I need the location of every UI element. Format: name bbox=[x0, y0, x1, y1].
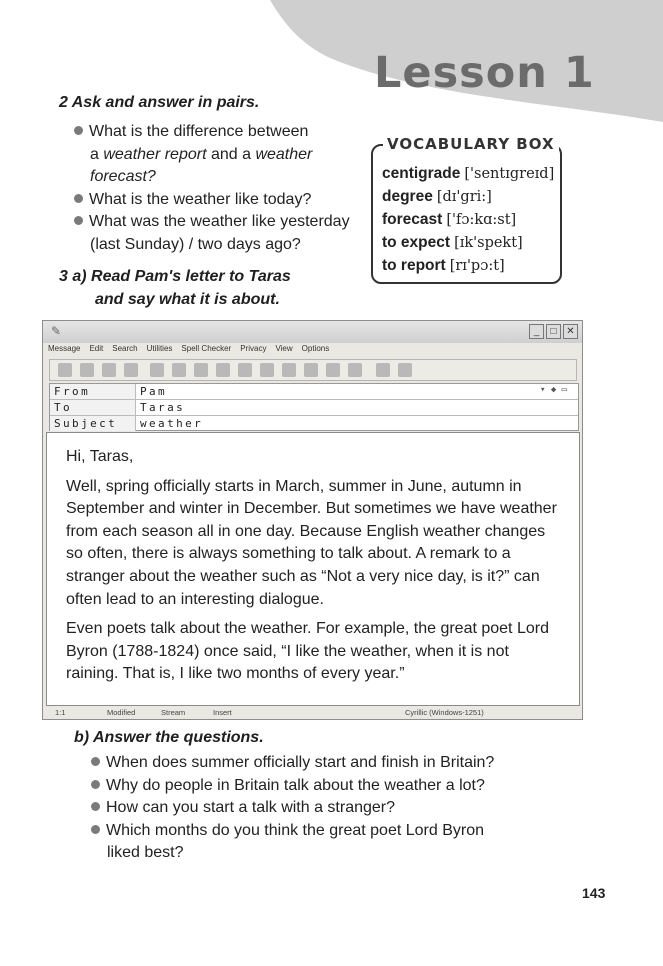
bullet-icon bbox=[74, 194, 83, 203]
tool-icon[interactable] bbox=[304, 363, 318, 377]
vocabulary-box-title: VOCABULARY BOX bbox=[383, 135, 559, 153]
lesson-title: Lesson 1 bbox=[374, 48, 595, 98]
list-item-cont: liked best? bbox=[107, 844, 184, 861]
list-item: What is the weather like today? bbox=[74, 189, 350, 212]
app-icon: ✎ bbox=[51, 324, 62, 338]
menu-search[interactable]: Search bbox=[112, 344, 138, 353]
status-bar bbox=[43, 707, 582, 719]
to-field[interactable]: Taras bbox=[140, 401, 186, 414]
bullet-icon bbox=[91, 802, 100, 811]
menu-bar bbox=[43, 344, 582, 358]
tool-icon[interactable] bbox=[58, 363, 72, 377]
subject-label: Subject bbox=[50, 416, 136, 431]
vocab-entry: to expect [ɪk'spekt] bbox=[382, 234, 523, 251]
tool-icon[interactable] bbox=[80, 363, 94, 377]
close-button[interactable]: ✕ bbox=[563, 324, 578, 339]
tool-icon[interactable] bbox=[194, 363, 208, 377]
from-label: From bbox=[50, 384, 136, 399]
task-3b-list bbox=[91, 752, 494, 865]
subject-field[interactable]: weather bbox=[140, 417, 204, 430]
status-stream: Stream bbox=[161, 708, 186, 717]
tool-icon[interactable] bbox=[238, 363, 252, 377]
list-item: Which months do you think the great poet Lord Byron bbox=[91, 820, 494, 843]
list-item: What was the weather like yesterday bbox=[74, 211, 350, 234]
tool-icon[interactable] bbox=[124, 363, 138, 377]
menu-utilities[interactable]: Utilities bbox=[146, 344, 173, 353]
to-row bbox=[50, 400, 578, 416]
menu-edit[interactable]: Edit bbox=[89, 344, 104, 353]
list-item-cont: a weather report and a weather bbox=[90, 145, 313, 163]
subject-row bbox=[50, 416, 578, 432]
vocab-entry: forecast ['fɔ:kɑ:st] bbox=[382, 211, 517, 228]
tool-icon[interactable] bbox=[150, 363, 164, 377]
from-row bbox=[50, 384, 578, 400]
list-item-cont: forecast? bbox=[90, 168, 156, 185]
task-2-heading: 2 Ask and answer in pairs. bbox=[59, 94, 260, 111]
bullet-icon bbox=[91, 825, 100, 834]
tool-icon[interactable] bbox=[348, 363, 362, 377]
list-item: How can you start a talk with a stranger? bbox=[91, 797, 494, 820]
letter-paragraph-1: Well, spring officially starts in March, summer in June, autumn in September and winter in December. But sometimes we have weather from each season all in one day. Because English weather changes so often, there is always something to talk about. A remark to a stranger about the weather such as “Not a very nice day, is it?” can often lead to an interesting dialogue. bbox=[66, 477, 557, 608]
task-3a-line1: 3 a) Read Pam's letter to Taras bbox=[59, 268, 291, 285]
list-item-cont: (last Sunday) / two days ago? bbox=[90, 235, 301, 253]
vocab-entry: to report [rɪ'pɔ:t] bbox=[382, 257, 505, 274]
menu-options[interactable]: Options bbox=[301, 344, 330, 353]
tool-icon[interactable] bbox=[326, 363, 340, 377]
letter-paragraph-2: Even poets talk about the weather. For example, the great poet Lord Byron (1788-1824) once said, “I like the weather, when it is not raining. That is, I like two months of every year.” bbox=[66, 620, 549, 683]
email-window bbox=[42, 320, 583, 720]
tool-icon[interactable] bbox=[102, 363, 116, 377]
list-item: What is the difference between bbox=[74, 121, 350, 144]
task-3b-heading: b) Answer the questions. bbox=[74, 729, 264, 746]
menu-spell-checker[interactable]: Spell Checker bbox=[181, 344, 232, 353]
message-header-fields bbox=[49, 383, 579, 431]
menu-privacy[interactable]: Privacy bbox=[240, 344, 267, 353]
message-body[interactable] bbox=[46, 432, 580, 706]
tool-icon[interactable] bbox=[376, 363, 390, 377]
menu-message[interactable]: Message bbox=[48, 344, 81, 353]
vocabulary-box bbox=[371, 144, 562, 284]
vocab-entry: centigrade ['sentɪgreɪd] bbox=[382, 165, 555, 182]
status-position: 1:1 bbox=[55, 708, 66, 717]
vocab-entry: degree [dɪ'gri:] bbox=[382, 188, 492, 205]
tool-icon[interactable] bbox=[398, 363, 412, 377]
window-titlebar bbox=[43, 321, 582, 343]
list-item: Why do people in Britain talk about the weather a lot? bbox=[91, 775, 494, 798]
status-modified: Modified bbox=[107, 708, 136, 717]
status-encoding: Cyrillic (Windows-1251) bbox=[405, 708, 484, 717]
tool-icon[interactable] bbox=[282, 363, 296, 377]
bullet-icon bbox=[74, 216, 83, 225]
tool-icon[interactable] bbox=[172, 363, 186, 377]
page-number: 143 bbox=[582, 885, 606, 901]
letter-greeting: Hi, Taras, bbox=[66, 448, 134, 465]
dropdown-arrow-icon[interactable]: ▾ ◆ ▭ bbox=[540, 385, 568, 395]
bullet-icon bbox=[74, 126, 83, 135]
list-item: When does summer officially start and finish in Britain? bbox=[91, 752, 494, 775]
letter-text bbox=[66, 446, 562, 693]
task-2-list bbox=[74, 121, 350, 256]
toolbar bbox=[49, 359, 577, 381]
to-label: To bbox=[50, 400, 136, 415]
menu-view[interactable]: View bbox=[275, 344, 293, 353]
tool-icon[interactable] bbox=[260, 363, 274, 377]
maximize-button[interactable]: □ bbox=[546, 324, 561, 339]
bullet-icon bbox=[91, 780, 100, 789]
from-field[interactable]: Pam bbox=[140, 385, 168, 398]
bullet-icon bbox=[91, 757, 100, 766]
status-insert: Insert bbox=[213, 708, 232, 717]
tool-icon[interactable] bbox=[216, 363, 230, 377]
minimize-button[interactable]: _ bbox=[529, 324, 544, 339]
task-3a-line2: and say what it is about. bbox=[95, 291, 280, 308]
